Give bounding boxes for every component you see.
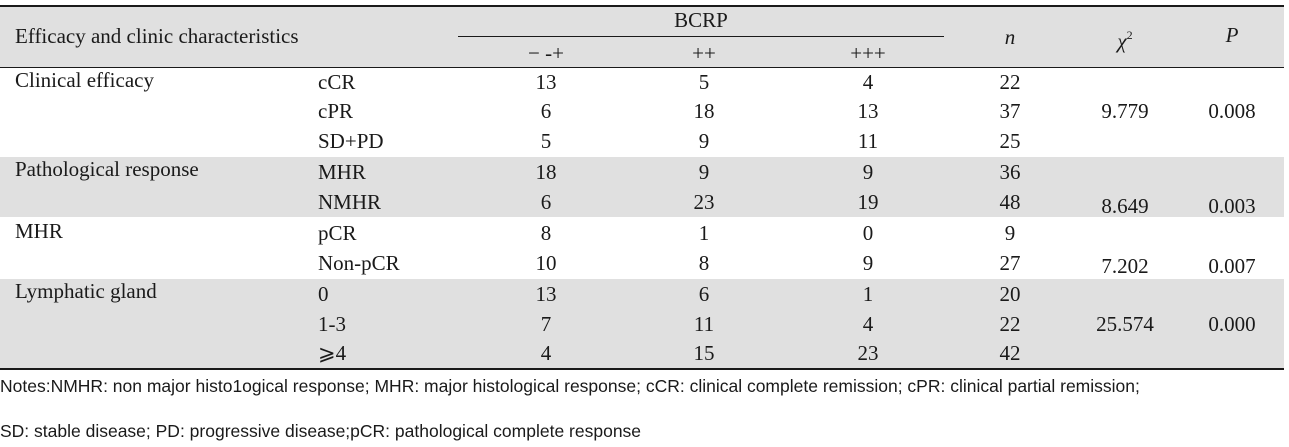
table-note-line-2: SD: stable disease; PD: progressive disease;pCR: pathological complete response (0, 421, 642, 441)
header-p: P (1225, 23, 1239, 47)
cell-n: 37 (999, 99, 1021, 123)
cell-neg: 8 (540, 221, 552, 245)
cell-p: 0.000 (1208, 312, 1256, 336)
cell-neg: 18 (535, 160, 557, 184)
cell-ppp: 23 (857, 341, 879, 365)
cell-ppp: 9 (862, 251, 874, 275)
cell-pp: 15 (693, 341, 715, 365)
cell-neg: 13 (535, 282, 557, 306)
table-note-line-1: Notes:NMHR: non major histo1ogical response; MHR: major histological response; cCR: clinical complete remission; cPR: clinical partial remission; (0, 376, 1140, 396)
header-n: n (1004, 25, 1016, 49)
cell-neg: 6 (540, 99, 552, 123)
row-sub-label: pCR (318, 221, 357, 245)
group-label: Pathological response (15, 157, 199, 181)
bottom-rule (0, 368, 1284, 370)
cell-pp: 18 (693, 99, 715, 123)
cell-pp: 9 (698, 129, 710, 153)
row-sub-label: Non-pCR (318, 251, 400, 275)
cell-neg: 5 (540, 129, 552, 153)
cell-p: 0.008 (1208, 99, 1256, 123)
cell-chi2: 8.649 (1101, 194, 1149, 218)
row-sub-label: NMHR (318, 190, 382, 214)
header-bcrp-ppp: +++ (850, 41, 886, 65)
cell-n: 22 (999, 70, 1021, 94)
cell-pp: 23 (693, 190, 715, 214)
row-sub-label: cCR (318, 70, 356, 94)
cell-pp: 8 (698, 251, 710, 275)
cell-neg: 7 (540, 312, 552, 336)
cell-n: 48 (999, 190, 1021, 214)
group-label: Lymphatic gland (15, 279, 157, 303)
row-sub-label: 1-3 (318, 312, 346, 336)
cell-ppp: 1 (862, 282, 874, 306)
cell-ppp: 9 (862, 160, 874, 184)
cell-n: 9 (1004, 221, 1016, 245)
cell-pp: 5 (698, 70, 710, 94)
cell-n: 20 (999, 282, 1021, 306)
chi-symbol: χ (1117, 29, 1127, 53)
row-sub-label: SD+PD (318, 129, 384, 153)
header-col1: Efficacy and clinic characteristics (15, 24, 299, 48)
cell-chi2: 25.574 (1096, 312, 1154, 336)
header-bcrp: BCRP (674, 8, 728, 32)
header-bottom-rule (0, 67, 1284, 68)
cell-p: 0.003 (1208, 194, 1256, 218)
cell-n: 36 (999, 160, 1021, 184)
cell-ppp: 13 (857, 99, 879, 123)
header-bcrp-neg: − -+ (528, 41, 564, 65)
cell-n: 25 (999, 129, 1021, 153)
chi-superscript: 2 (1126, 28, 1133, 42)
cell-ppp: 4 (862, 312, 874, 336)
cell-n: 42 (999, 341, 1021, 365)
row-sub-label: cPR (318, 99, 354, 123)
cell-neg: 6 (540, 190, 552, 214)
cell-ppp: 0 (862, 221, 874, 245)
cell-ppp: 11 (857, 129, 879, 153)
cell-n: 22 (999, 312, 1021, 336)
cell-pp: 6 (698, 282, 710, 306)
header-chi2 (1085, 22, 1165, 54)
row-sub-label: MHR (318, 160, 366, 184)
cell-ppp: 4 (862, 70, 874, 94)
cell-chi2: 7.202 (1101, 254, 1149, 278)
group-label: MHR (15, 219, 63, 243)
row-sub-label: 0 (318, 282, 329, 306)
group-label: Clinical efficacy (15, 68, 154, 92)
header-bcrp-pp: ++ (692, 41, 716, 65)
cell-pp: 11 (693, 312, 715, 336)
cell-neg: 13 (535, 70, 557, 94)
cell-neg: 10 (535, 251, 557, 275)
row-sub-label: ⩾4 (318, 341, 347, 365)
cell-p: 0.007 (1208, 254, 1256, 278)
cell-ppp: 19 (857, 190, 879, 214)
cell-n: 27 (999, 251, 1021, 275)
cell-chi2: 9.779 (1101, 99, 1149, 123)
cell-pp: 9 (698, 160, 710, 184)
cell-neg: 4 (540, 341, 552, 365)
cell-pp: 1 (698, 221, 710, 245)
bcrp-underline (458, 36, 944, 37)
